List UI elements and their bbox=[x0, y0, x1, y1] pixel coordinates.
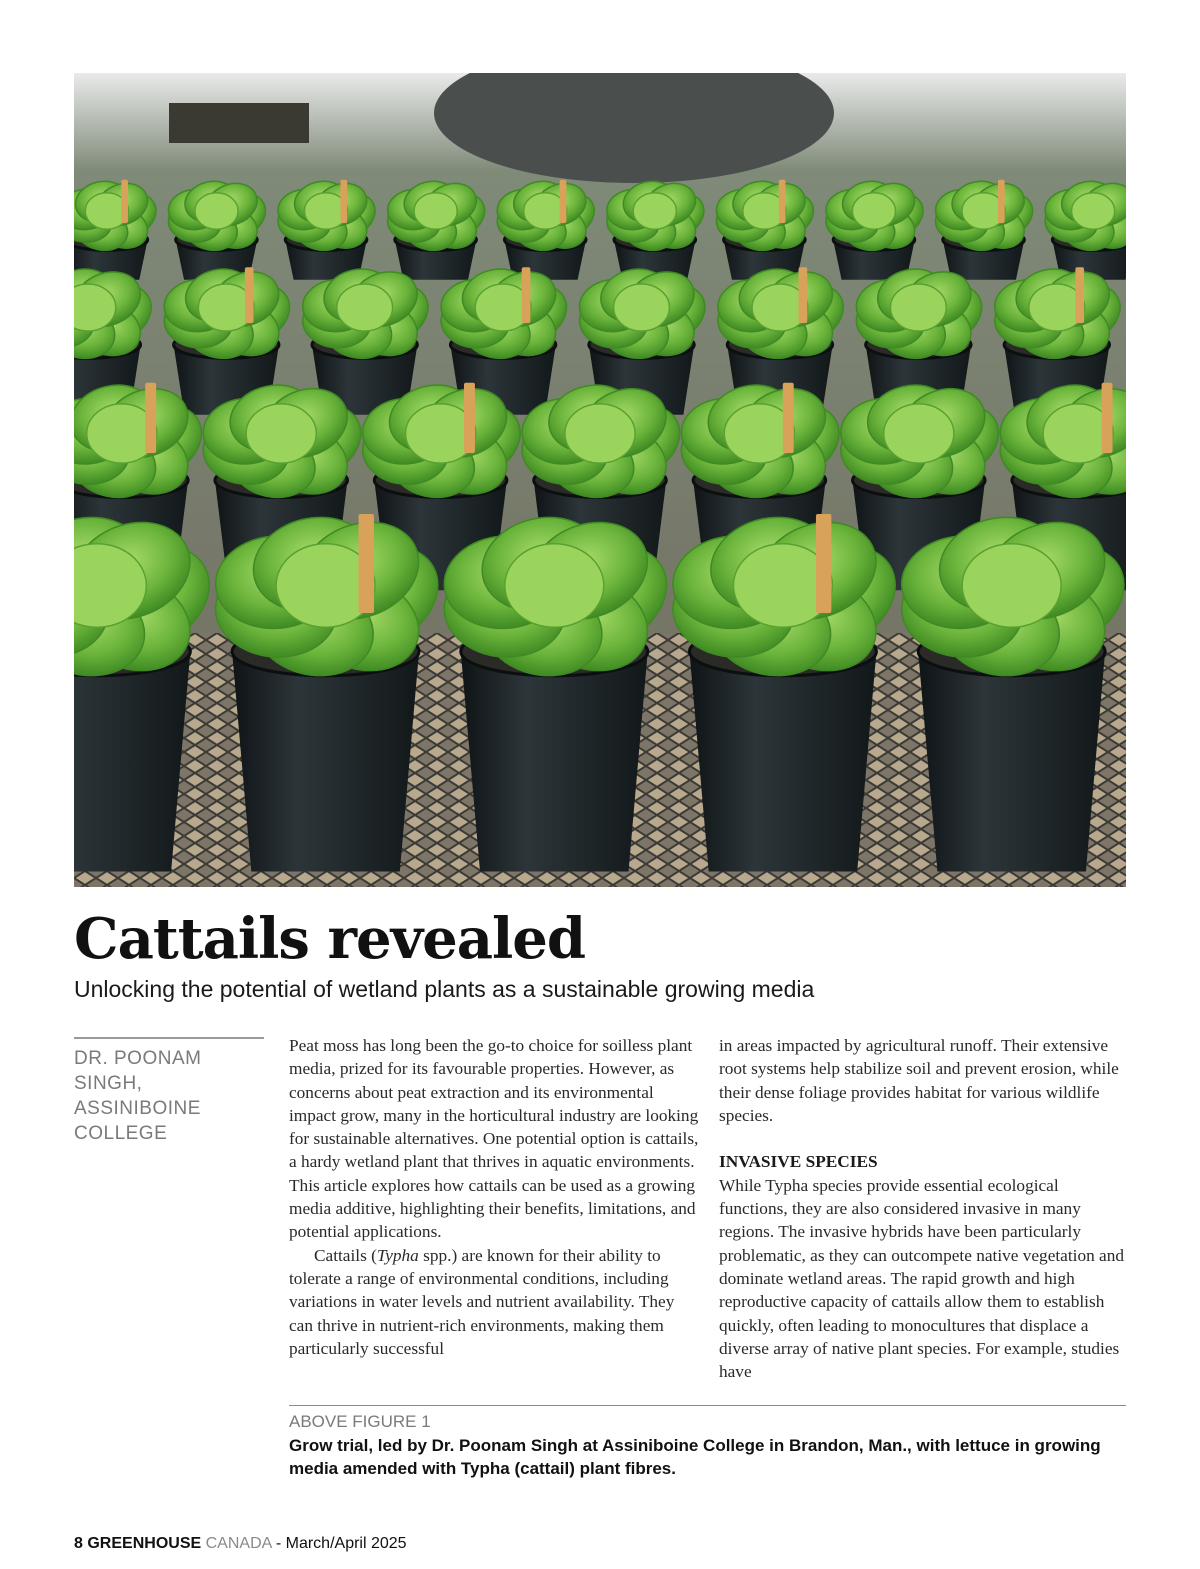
paragraph: While Typha species provide essential ecological functions, they are also considered invasive in many regions. The invasive hybrids have been particularly problematic, as they can outcompete native vegetation and dominate wetland areas. The rapid growth and high reproductive capacity of cattails allow them to establish quickly, often leading to monocultures that displace a diverse array of native plant species. For example, studies have bbox=[719, 1175, 1124, 1382]
byline-line: DR. POONAM bbox=[74, 1048, 202, 1069]
lettuce-in-pots-photo bbox=[74, 73, 1126, 887]
paragraph-spacer bbox=[719, 1127, 1129, 1150]
byline-line: COLLEGE bbox=[74, 1123, 168, 1144]
caption-label: ABOVE FIGURE 1 bbox=[289, 1412, 431, 1431]
article-title: Cattails revealed bbox=[74, 906, 586, 972]
magazine-name-light: CANADA bbox=[205, 1535, 272, 1552]
caption-text: Grow trial, led by Dr. Poonam Singh at Assiniboine College in Brandon, Man., with lettuce in growing media amended with Typha (cattail) plant fibres. bbox=[289, 1436, 1101, 1478]
issue-date: March/April 2025 bbox=[285, 1535, 407, 1552]
magazine-name-bold: GREENHOUSE bbox=[87, 1535, 202, 1552]
paragraph: in areas impacted by agricultural runoff. Their extensive root systems help stabilize soil and prevent erosion, while their dense foliage provides habitat for various wildlife species. bbox=[719, 1036, 1119, 1125]
article-column-2 bbox=[719, 1034, 1129, 1383]
paragraph bbox=[289, 1244, 699, 1360]
article-column-1 bbox=[289, 1034, 699, 1360]
byline-divider bbox=[74, 1037, 264, 1039]
article-subtitle: Unlocking the potential of wetland plants as a sustainable growing media bbox=[74, 976, 815, 1002]
photo-illustration bbox=[74, 73, 1126, 887]
byline-line: SINGH, bbox=[74, 1073, 143, 1094]
section-heading: INVASIVE SPECIES bbox=[719, 1152, 878, 1172]
author-byline bbox=[74, 1046, 254, 1146]
page-footer bbox=[74, 1533, 407, 1555]
italic-term: Typha bbox=[376, 1245, 419, 1265]
caption-divider bbox=[289, 1405, 1126, 1406]
page-number: 8 bbox=[74, 1535, 83, 1552]
paragraph-text: Cattails ( bbox=[314, 1245, 377, 1265]
paragraph-text: spp.) are known for their ability to tolerate a range of environmental conditions, including variations in water levels and nutrient availability. They can thrive in nutrient-rich environments, making them particularly successful bbox=[289, 1245, 675, 1358]
paragraph: Peat moss has long been the go-to choice for soilless plant media, prized for its favourable properties. However, as concerns about peat extraction and its environmental impact grow, many in the horticultural industry are looking for sustainable alternatives. One potential option is cattails, a hardy wetland plant that thrives in aquatic environments. This article explores how cattails can be used as a growing media additive, highlighting their benefits, limitations, and potential applications. bbox=[289, 1036, 699, 1242]
byline-line: ASSINIBOINE bbox=[74, 1098, 201, 1119]
footer-separator: - bbox=[271, 1535, 286, 1552]
